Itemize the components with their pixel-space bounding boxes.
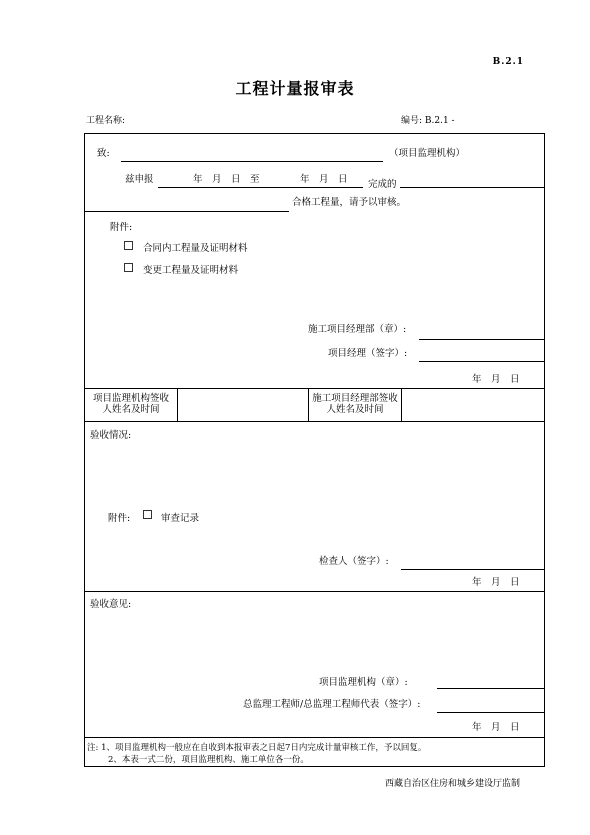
project-manager-label: 项目经理（签字）: <box>328 348 408 359</box>
submit-prefix: 兹申报 <box>125 174 154 185</box>
date-from: 年 月 日 至 <box>193 174 260 185</box>
project-name-label: 工程名称: <box>86 116 126 126</box>
chief-engineer-underline[interactable] <box>437 712 545 713</box>
receipt-divider-3 <box>401 388 402 421</box>
agency-label: 项目监理机构（章）: <box>319 677 408 688</box>
completed-label: 完成的 <box>368 179 397 190</box>
date-to: 年 月 日 <box>300 174 348 185</box>
contractor-date: 年 月 日 <box>472 374 520 385</box>
period-underline[interactable] <box>158 187 363 188</box>
opinion-date: 年 月 日 <box>472 722 520 733</box>
attachment-change-label: 变更工程量及证明材料 <box>143 265 239 276</box>
chief-engineer-label: 总监理工程师/总监理工程师代表（签字）: <box>243 699 421 710</box>
quantity-underline[interactable] <box>84 211 289 212</box>
form-title: 工程计量报审表 <box>235 79 355 98</box>
contractor-dept-underline[interactable] <box>419 339 545 340</box>
attachment-change-checkbox[interactable] <box>124 263 133 272</box>
attachment-contract-checkbox[interactable] <box>124 241 133 250</box>
supervision-receipt-label: 项目监理机构签收人姓名及时间 <box>92 393 169 415</box>
issuer-footer: 西藏自治区住房和城乡建设厅监制 <box>384 779 520 789</box>
project-manager-underline[interactable] <box>419 361 545 362</box>
inspection-attachment-label: 附件: <box>108 513 131 524</box>
receipt-bottom-line <box>84 421 545 422</box>
receipt-top-line <box>84 388 545 389</box>
opinion-label: 验收意见: <box>90 599 132 610</box>
receipt-divider-2 <box>308 388 309 421</box>
contractor-dept-label: 施工项目经理部（章）: <box>308 324 407 335</box>
to-suffix: （项目监理机构） <box>389 148 466 159</box>
note-line-2: 2、本表一式二份，项目监理机构、施工单位各一份。 <box>108 755 309 765</box>
review-record-label: 审查记录 <box>161 513 200 524</box>
to-label: 致: <box>97 148 110 159</box>
note-line-1: 注: 1、项目监理机构一般应在自收到本报审表之日起7日内完成计量审核工作，予以回复。 <box>87 743 427 753</box>
inspection-date: 年 月 日 <box>472 577 520 588</box>
qualified-text: 合格工程量，请予以审核。 <box>292 197 407 208</box>
inspection-label: 验收情况: <box>90 430 132 441</box>
attachment-contract-label: 合同内工程量及证明材料 <box>143 243 248 254</box>
form-frame <box>84 133 545 767</box>
inspector-label: 检查人（签字）: <box>319 556 389 567</box>
form-number-label: 编号: B.2.1 - <box>401 116 455 126</box>
review-record-checkbox[interactable] <box>143 510 152 519</box>
agency-underline[interactable] <box>437 688 545 689</box>
opinion-top-line <box>84 591 545 592</box>
receipt-divider-1 <box>177 388 178 421</box>
form-code: B.2.1 <box>492 57 524 67</box>
inspector-underline[interactable] <box>401 569 545 570</box>
supervision-receipt-field[interactable] <box>180 390 306 419</box>
contractor-receipt-field[interactable] <box>404 390 543 419</box>
to-underline[interactable] <box>121 161 383 162</box>
attachments-label: 附件: <box>110 222 133 233</box>
notes-top-line <box>84 737 545 738</box>
contractor-receipt-label: 施工项目经理部签收人姓名及时间 <box>312 393 398 415</box>
work-underline[interactable] <box>400 187 545 188</box>
